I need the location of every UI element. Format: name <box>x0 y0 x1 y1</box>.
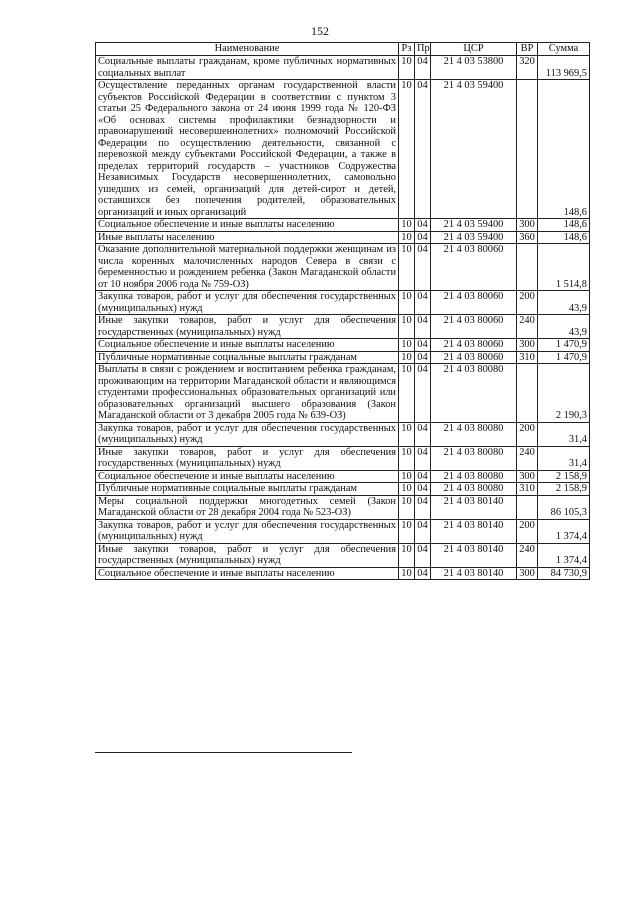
cell-name: Социальное обеспечение и иные выплаты населению <box>96 470 399 483</box>
cell-csr: 21 4 03 53800 <box>431 56 517 80</box>
cell-sum: 113 969,5 <box>538 56 590 80</box>
cell-pr: 04 <box>415 567 431 580</box>
cell-sum: 43,9 <box>538 315 590 339</box>
cell-name: Меры социальной поддержки многодетных семей (Закон Магаданской области от 28 декабря 2004 года № 523-ОЗ) <box>96 495 399 519</box>
cell-sum: 2 158,9 <box>538 470 590 483</box>
cell-sum: 86 105,3 <box>538 495 590 519</box>
cell-sum: 2 190,3 <box>538 364 590 423</box>
cell-csr: 21 4 03 80080 <box>431 470 517 483</box>
cell-pr: 04 <box>415 351 431 364</box>
table-row <box>96 291 590 315</box>
cell-name: Осуществление переданных органам государственной власти субъектов Российской Федерации в соответствии с пунктом 3 статьи 25 Федерального закона от 24 июня 1999 года № 120-ФЗ «Об основах системы профилактики безнадзорности и правонарушений несовершеннолетних» полномочий Российской Федерации по осуществлению деятельности, связанной с перевозкой между субъектами Российской Федерации, а также в пределах территорий государств – участников Содружества Независимых Государств несовершеннолетних, самовольно ушедших из семей, организаций для детей-сирот и детей, оставшихся без попечения родителей, образовательных организаций и иных организаций <box>96 80 399 219</box>
cell-rz: 10 <box>399 219 415 232</box>
cell-rz: 10 <box>399 543 415 567</box>
header-rz: Рз <box>399 43 415 56</box>
cell-csr: 21 4 03 80060 <box>431 244 517 291</box>
cell-pr: 04 <box>415 495 431 519</box>
header-sum: Сумма <box>538 43 590 56</box>
cell-sum: 1 470,9 <box>538 339 590 352</box>
cell-pr: 04 <box>415 364 431 423</box>
cell-csr: 21 4 03 59400 <box>431 80 517 219</box>
table-header-row <box>96 43 590 56</box>
cell-name: Публичные нормативные социальные выплаты гражданам <box>96 483 399 496</box>
cell-sum: 43,9 <box>538 291 590 315</box>
table-row <box>96 56 590 80</box>
cell-name: Социальное обеспечение и иные выплаты населению <box>96 339 399 352</box>
cell-pr: 04 <box>415 291 431 315</box>
cell-sum: 31,4 <box>538 446 590 470</box>
cell-csr: 21 4 03 80060 <box>431 339 517 352</box>
cell-name: Иные закупки товаров, работ и услуг для обеспечения государственных (муниципальных) нужд <box>96 315 399 339</box>
table-body <box>96 56 590 580</box>
cell-vr: 320 <box>517 56 538 80</box>
cell-name: Публичные нормативные социальные выплаты гражданам <box>96 351 399 364</box>
cell-sum: 148,6 <box>538 231 590 244</box>
cell-name: Закупка товаров, работ и услуг для обеспечения государственных (муниципальных) нужд <box>96 422 399 446</box>
cell-name: Оказание дополнительной материальной поддержки женщинам из числа коренных малочисленных народов Севера в связи с беременностью и рождением ребенка (Закон Магаданской области от 10 ноября 2006 года № 759-ОЗ) <box>96 244 399 291</box>
cell-name: Иные выплаты населению <box>96 231 399 244</box>
cell-vr <box>517 244 538 291</box>
cell-pr: 04 <box>415 422 431 446</box>
cell-sum: 148,6 <box>538 80 590 219</box>
cell-vr: 200 <box>517 291 538 315</box>
cell-vr: 360 <box>517 231 538 244</box>
cell-pr: 04 <box>415 219 431 232</box>
table-row <box>96 351 590 364</box>
table-row <box>96 470 590 483</box>
cell-name: Иные закупки товаров, работ и услуг для обеспечения государственных (муниципальных) нужд <box>96 543 399 567</box>
cell-csr: 21 4 03 80080 <box>431 483 517 496</box>
table-row <box>96 519 590 543</box>
cell-rz: 10 <box>399 291 415 315</box>
cell-csr: 21 4 03 80140 <box>431 567 517 580</box>
cell-rz: 10 <box>399 364 415 423</box>
header-vr: ВР <box>517 43 538 56</box>
cell-rz: 10 <box>399 495 415 519</box>
cell-name: Иные закупки товаров, работ и услуг для обеспечения государственных (муниципальных) нужд <box>96 446 399 470</box>
cell-rz: 10 <box>399 446 415 470</box>
cell-sum: 2 158,9 <box>538 483 590 496</box>
cell-vr <box>517 80 538 219</box>
cell-vr <box>517 364 538 423</box>
cell-vr: 300 <box>517 567 538 580</box>
table-row <box>96 543 590 567</box>
table-row <box>96 339 590 352</box>
cell-rz: 10 <box>399 470 415 483</box>
cell-name: Закупка товаров, работ и услуг для обеспечения государственных (муниципальных) нужд <box>96 519 399 543</box>
cell-sum: 1 514,8 <box>538 244 590 291</box>
cell-sum: 84 730,9 <box>538 567 590 580</box>
cell-pr: 04 <box>415 231 431 244</box>
cell-csr: 21 4 03 80060 <box>431 351 517 364</box>
cell-vr: 310 <box>517 351 538 364</box>
table-row <box>96 567 590 580</box>
cell-vr: 300 <box>517 470 538 483</box>
cell-rz: 10 <box>399 483 415 496</box>
cell-sum: 1 374,4 <box>538 519 590 543</box>
cell-pr: 04 <box>415 339 431 352</box>
cell-rz: 10 <box>399 351 415 364</box>
footnote-divider <box>95 752 352 753</box>
cell-csr: 21 4 03 80080 <box>431 364 517 423</box>
cell-pr: 04 <box>415 483 431 496</box>
cell-sum: 1 374,4 <box>538 543 590 567</box>
table-row <box>96 244 590 291</box>
cell-vr: 240 <box>517 543 538 567</box>
cell-vr: 310 <box>517 483 538 496</box>
cell-name: Социальные выплаты гражданам, кроме публичных нормативных социальных выплат <box>96 56 399 80</box>
cell-pr: 04 <box>415 56 431 80</box>
cell-csr: 21 4 03 59400 <box>431 219 517 232</box>
header-pr: Пр <box>415 43 431 56</box>
cell-vr: 240 <box>517 315 538 339</box>
cell-pr: 04 <box>415 470 431 483</box>
cell-rz: 10 <box>399 339 415 352</box>
cell-rz: 10 <box>399 244 415 291</box>
header-name: Наименование <box>96 43 399 56</box>
page-number: 152 <box>311 24 329 38</box>
cell-name: Социальное обеспечение и иные выплаты населению <box>96 219 399 232</box>
header-csr: ЦСР <box>431 43 517 56</box>
cell-vr <box>517 495 538 519</box>
cell-vr: 200 <box>517 422 538 446</box>
table-row <box>96 495 590 519</box>
table-row <box>96 422 590 446</box>
cell-csr: 21 4 03 80080 <box>431 446 517 470</box>
cell-rz: 10 <box>399 567 415 580</box>
table-row <box>96 315 590 339</box>
cell-csr: 21 4 03 80140 <box>431 519 517 543</box>
cell-pr: 04 <box>415 446 431 470</box>
cell-pr: 04 <box>415 543 431 567</box>
cell-pr: 04 <box>415 244 431 291</box>
cell-csr: 21 4 03 59400 <box>431 231 517 244</box>
table-row <box>96 219 590 232</box>
cell-csr: 21 4 03 80080 <box>431 422 517 446</box>
cell-vr: 300 <box>517 339 538 352</box>
cell-sum: 1 470,9 <box>538 351 590 364</box>
cell-rz: 10 <box>399 231 415 244</box>
cell-csr: 21 4 03 80140 <box>431 495 517 519</box>
table-row <box>96 231 590 244</box>
cell-vr: 300 <box>517 219 538 232</box>
table-row <box>96 80 590 219</box>
cell-csr: 21 4 03 80060 <box>431 315 517 339</box>
cell-sum: 148,6 <box>538 219 590 232</box>
table-row <box>96 364 590 423</box>
table-row <box>96 483 590 496</box>
cell-pr: 04 <box>415 519 431 543</box>
cell-vr: 240 <box>517 446 538 470</box>
cell-name: Закупка товаров, работ и услуг для обеспечения государственных (муниципальных) нужд <box>96 291 399 315</box>
cell-rz: 10 <box>399 519 415 543</box>
cell-csr: 21 4 03 80140 <box>431 543 517 567</box>
cell-rz: 10 <box>399 80 415 219</box>
cell-pr: 04 <box>415 80 431 219</box>
cell-sum: 31,4 <box>538 422 590 446</box>
cell-name: Социальное обеспечение и иные выплаты населению <box>96 567 399 580</box>
cell-rz: 10 <box>399 422 415 446</box>
budget-table <box>95 42 590 580</box>
cell-name: Выплаты в связи с рождением и воспитанием ребенка гражданам, проживающим на территории Магаданской области и являющимся студентами профессиональных образовательных организаций или образовательных организаций высшего образования (Закон Магаданской области от 3 декабря 2005 года № 639-ОЗ) <box>96 364 399 423</box>
cell-rz: 10 <box>399 56 415 80</box>
cell-pr: 04 <box>415 315 431 339</box>
table-row <box>96 446 590 470</box>
cell-csr: 21 4 03 80060 <box>431 291 517 315</box>
cell-vr: 200 <box>517 519 538 543</box>
cell-rz: 10 <box>399 315 415 339</box>
